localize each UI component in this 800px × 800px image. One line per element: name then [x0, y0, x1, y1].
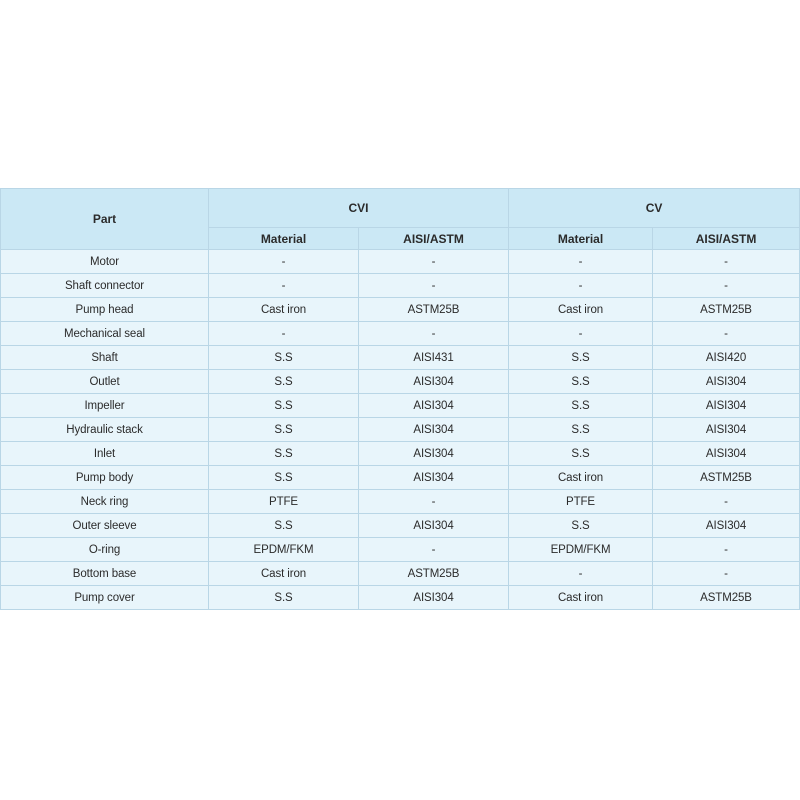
cell-cv-material: - — [509, 250, 653, 274]
cell-cv-material: - — [509, 562, 653, 586]
table-row — [1, 250, 800, 274]
cell-part: Outer sleeve — [1, 514, 209, 538]
cell-cvi-material: - — [209, 250, 359, 274]
table-row — [1, 466, 800, 490]
cell-cvi-standard: AISI304 — [359, 394, 509, 418]
cell-cv-standard: AISI304 — [653, 514, 800, 538]
table-row — [1, 274, 800, 298]
cell-cvi-standard: - — [359, 250, 509, 274]
header-part: Part — [1, 189, 209, 250]
cell-cvi-standard: AISI304 — [359, 514, 509, 538]
cell-cvi-standard: AISI304 — [359, 442, 509, 466]
cell-part: Impeller — [1, 394, 209, 418]
cell-cvi-standard: AISI431 — [359, 346, 509, 370]
cell-cvi-material: S.S — [209, 394, 359, 418]
cell-cvi-material: S.S — [209, 370, 359, 394]
cell-cv-material: PTFE — [509, 490, 653, 514]
table-row — [1, 586, 800, 610]
cell-part: O-ring — [1, 538, 209, 562]
table-row — [1, 394, 800, 418]
materials-table — [0, 188, 800, 610]
cell-cvi-material: Cast iron — [209, 562, 359, 586]
cell-part: Outlet — [1, 370, 209, 394]
cell-cvi-material: - — [209, 322, 359, 346]
cell-cvi-standard: ASTM25B — [359, 562, 509, 586]
cell-cv-standard: AISI304 — [653, 418, 800, 442]
cell-cv-standard: AISI304 — [653, 394, 800, 418]
cell-cvi-material: S.S — [209, 346, 359, 370]
cell-cv-standard: ASTM25B — [653, 466, 800, 490]
cell-cv-material: - — [509, 274, 653, 298]
cell-cv-standard: - — [653, 274, 800, 298]
header-cvi-standard: AISI/ASTM — [359, 228, 509, 250]
cell-cv-material: Cast iron — [509, 466, 653, 490]
cell-cv-standard: - — [653, 490, 800, 514]
cell-cv-material: Cast iron — [509, 298, 653, 322]
cell-part: Pump cover — [1, 586, 209, 610]
cell-cvi-material: S.S — [209, 466, 359, 490]
table-row — [1, 298, 800, 322]
cell-part: Motor — [1, 250, 209, 274]
cell-cvi-material: Cast iron — [209, 298, 359, 322]
table-header — [1, 189, 800, 250]
cell-cv-standard: - — [653, 250, 800, 274]
table-row — [1, 322, 800, 346]
table-row — [1, 370, 800, 394]
cell-cv-standard: ASTM25B — [653, 586, 800, 610]
cell-cv-material: S.S — [509, 442, 653, 466]
cell-cv-standard: - — [653, 562, 800, 586]
table-row — [1, 562, 800, 586]
cell-part: Bottom base — [1, 562, 209, 586]
cell-cv-material: S.S — [509, 514, 653, 538]
cell-part: Pump head — [1, 298, 209, 322]
cell-cvi-standard: AISI304 — [359, 586, 509, 610]
cell-cv-standard: - — [653, 538, 800, 562]
cell-cv-material: S.S — [509, 346, 653, 370]
cell-cvi-material: S.S — [209, 514, 359, 538]
cell-cv-standard: - — [653, 322, 800, 346]
table-row — [1, 442, 800, 466]
cell-cv-material: S.S — [509, 418, 653, 442]
cell-part: Neck ring — [1, 490, 209, 514]
table-row — [1, 418, 800, 442]
cell-cvi-material: S.S — [209, 586, 359, 610]
header-cv-material: Material — [509, 228, 653, 250]
materials-table-container — [0, 188, 799, 610]
cell-part: Pump body — [1, 466, 209, 490]
cell-cvi-standard: AISI304 — [359, 466, 509, 490]
cell-cvi-standard: - — [359, 490, 509, 514]
cell-cvi-material: S.S — [209, 418, 359, 442]
cell-cvi-standard: - — [359, 538, 509, 562]
cell-part: Shaft — [1, 346, 209, 370]
cell-cvi-standard: AISI304 — [359, 370, 509, 394]
cell-cvi-material: - — [209, 274, 359, 298]
table-body — [1, 250, 800, 610]
cell-cvi-standard: ASTM25B — [359, 298, 509, 322]
cell-cvi-standard: - — [359, 274, 509, 298]
cell-cvi-material: PTFE — [209, 490, 359, 514]
table-row — [1, 538, 800, 562]
cell-cv-material: - — [509, 322, 653, 346]
cell-cv-material: S.S — [509, 370, 653, 394]
header-group-cvi: CVI — [209, 189, 509, 228]
cell-cv-material: Cast iron — [509, 586, 653, 610]
table-row — [1, 346, 800, 370]
cell-cvi-standard: AISI304 — [359, 418, 509, 442]
cell-cvi-material: S.S — [209, 442, 359, 466]
table-row — [1, 514, 800, 538]
cell-part: Hydraulic stack — [1, 418, 209, 442]
cell-cvi-material: EPDM/FKM — [209, 538, 359, 562]
cell-part: Shaft connector — [1, 274, 209, 298]
table-row — [1, 490, 800, 514]
cell-cv-standard: AISI304 — [653, 370, 800, 394]
header-cvi-material: Material — [209, 228, 359, 250]
cell-cv-standard: AISI304 — [653, 442, 800, 466]
header-group-cv: CV — [509, 189, 800, 228]
cell-cv-standard: AISI420 — [653, 346, 800, 370]
cell-part: Inlet — [1, 442, 209, 466]
cell-cv-material: EPDM/FKM — [509, 538, 653, 562]
cell-part: Mechanical seal — [1, 322, 209, 346]
cell-cv-material: S.S — [509, 394, 653, 418]
header-cv-standard: AISI/ASTM — [653, 228, 800, 250]
cell-cvi-standard: - — [359, 322, 509, 346]
cell-cv-standard: ASTM25B — [653, 298, 800, 322]
